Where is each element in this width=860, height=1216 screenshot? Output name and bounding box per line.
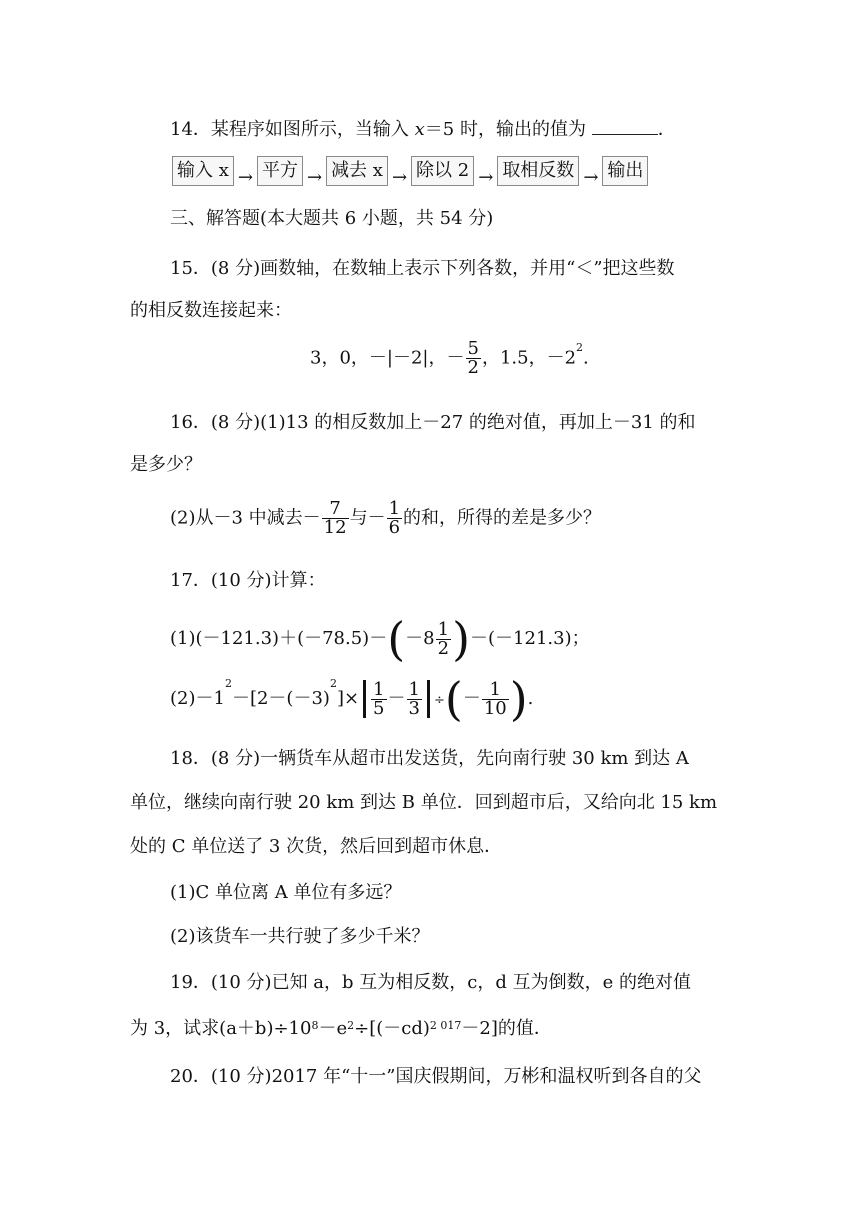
fraction-5-2 [466, 340, 481, 377]
q19-l2-d: －2]的值． [461, 1018, 552, 1039]
flow-box-output: 输出 [602, 156, 648, 186]
flow-box-input: 输入 x [172, 156, 234, 186]
frac-den: 2 [437, 637, 450, 659]
left-paren: ( [387, 612, 406, 666]
neg-sign: － [462, 688, 481, 709]
fraction-1-3 [407, 678, 422, 719]
frac-num: 1 [437, 618, 450, 640]
q15-line1: 15．(8 分)画数轴，在数轴上表示下列各数，并用“＜”把这些数 [170, 258, 675, 279]
abs-bar-left [363, 680, 366, 718]
flow-arrow: → [237, 166, 253, 188]
q14-var-x: x [414, 119, 425, 140]
section-title: 三、解答题(本大题共 6 小题，共 54 分) [170, 208, 494, 229]
q16-line2: 是多少？ [130, 454, 202, 475]
fraction-1-6 [387, 500, 402, 537]
q17-line1: 17．(10 分)计算： [170, 570, 326, 591]
q14-text-a: 某程序如图所示，当输入 [210, 119, 409, 140]
frac-den: 12 [323, 517, 347, 538]
fraction-1-10 [482, 678, 509, 719]
frac-den: 5 [373, 697, 385, 719]
fraction-1-5 [371, 678, 386, 719]
q16-p2-c: 的和，所得的差是多少？ [403, 507, 602, 529]
q17-p1-a: (1)(－121.3)＋(－78.5)－ [170, 628, 388, 649]
flow-box-divide-2: 除以 2 [411, 156, 474, 186]
frac-den: 3 [408, 697, 420, 719]
sup: 2 [224, 677, 232, 690]
fraction-1-2 [436, 618, 451, 659]
divide-sign: ÷ [433, 693, 445, 708]
q14-text-b: ＝5 时，输出的值为 [424, 119, 586, 140]
q18-sub1: (1)C 单位离 A 单位有多远？ [170, 882, 402, 903]
q16-part2 [170, 500, 770, 537]
abs-bar-right [427, 680, 430, 718]
frac-num: 1 [482, 681, 509, 700]
frac-den: 10 [483, 697, 507, 719]
q15-numbers [310, 340, 730, 377]
minus-sign: － [387, 688, 406, 709]
right-paren: ) [509, 672, 528, 726]
question-14 [170, 118, 770, 141]
q15-nums-b: ，1.5，－2 [481, 347, 577, 369]
q20-line1: 20．(10 分)2017 年“十一”国庆假期间，万彬和温权听到各自的父 [170, 1066, 702, 1087]
q16-p2-b: 与－ [349, 507, 386, 529]
q19-line2 [130, 1018, 730, 1040]
sup: 2 [329, 677, 337, 690]
q15-end: . [583, 347, 589, 369]
flow-box-square: 平方 [257, 156, 303, 186]
q17-p1-b: －(－121.3)； [470, 628, 590, 649]
program-flowchart [172, 156, 648, 186]
q18-sub2: (2)该货车一共行驶了多少千米？ [170, 926, 430, 947]
q15-sup: 2 [576, 341, 584, 354]
q15-nums-a: 3，0，－|－2|，－ [310, 347, 465, 369]
q14-number: 14． [170, 119, 211, 140]
q17-end: . [527, 688, 534, 709]
q17-part2 [170, 672, 770, 726]
sup: 8 [311, 1019, 319, 1032]
flow-arrow: → [583, 166, 599, 188]
q17-mixed-int: －8 [405, 628, 435, 649]
flow-arrow: → [478, 166, 494, 188]
q17-p2-a: (2)－1 [170, 688, 225, 709]
left-paren: ( [444, 672, 463, 726]
q19-l2-c: ÷[(－cd) [354, 1018, 430, 1039]
flow-box-negate: 取相反数 [497, 156, 579, 186]
sup: 2 [347, 1019, 355, 1032]
q18-line2: 单位，继续向南行驶 20 km 到达 B 单位．回到超市后，又给向北 15 km [130, 792, 718, 813]
frac-num: 1 [408, 678, 420, 700]
flow-arrow: → [306, 166, 323, 188]
q17-part1 [170, 612, 770, 666]
q19-line1: 19．(10 分)已知 a，b 互为相反数，c，d 互为倒数，e 的绝对值 [170, 972, 691, 993]
q16-line1: 16．(8 分)(1)13 的相反数加上－27 的绝对值，再加上－31 的和 [170, 412, 696, 433]
frac-den: 2 [467, 357, 479, 378]
q17-p2-c: ]× [336, 688, 360, 709]
sup: 2 017 [429, 1019, 462, 1032]
q18-line3: 处的 C 单位送了 3 次货，然后回到超市休息． [130, 836, 503, 857]
frac-num: 7 [322, 500, 349, 519]
q15-line2: 的相反数连接起来： [130, 300, 292, 321]
section-heading [170, 208, 770, 230]
fraction-7-12 [322, 500, 349, 537]
flow-arrow: → [391, 166, 408, 188]
frac-den: 6 [388, 517, 401, 538]
right-paren: ) [452, 612, 471, 666]
q14-end: ． [657, 119, 676, 140]
answer-blank [592, 118, 658, 135]
q17-p2-b: －[2－(－3) [231, 688, 330, 709]
frac-num: 1 [388, 498, 401, 519]
q18-line1: 18．(8 分)一辆货车从超市出发送货，先向南行驶 30 km 到达 A [170, 748, 689, 769]
frac-num: 5 [467, 338, 479, 359]
flow-box-subtract-x: 减去 x [326, 156, 388, 186]
q16-p2-a: (2)从－3 中减去－ [170, 507, 321, 529]
q19-l2-b: －e [318, 1018, 348, 1039]
frac-num: 1 [373, 678, 385, 700]
q19-l2-a: 为 3，试求(a＋b)÷10 [130, 1018, 312, 1039]
